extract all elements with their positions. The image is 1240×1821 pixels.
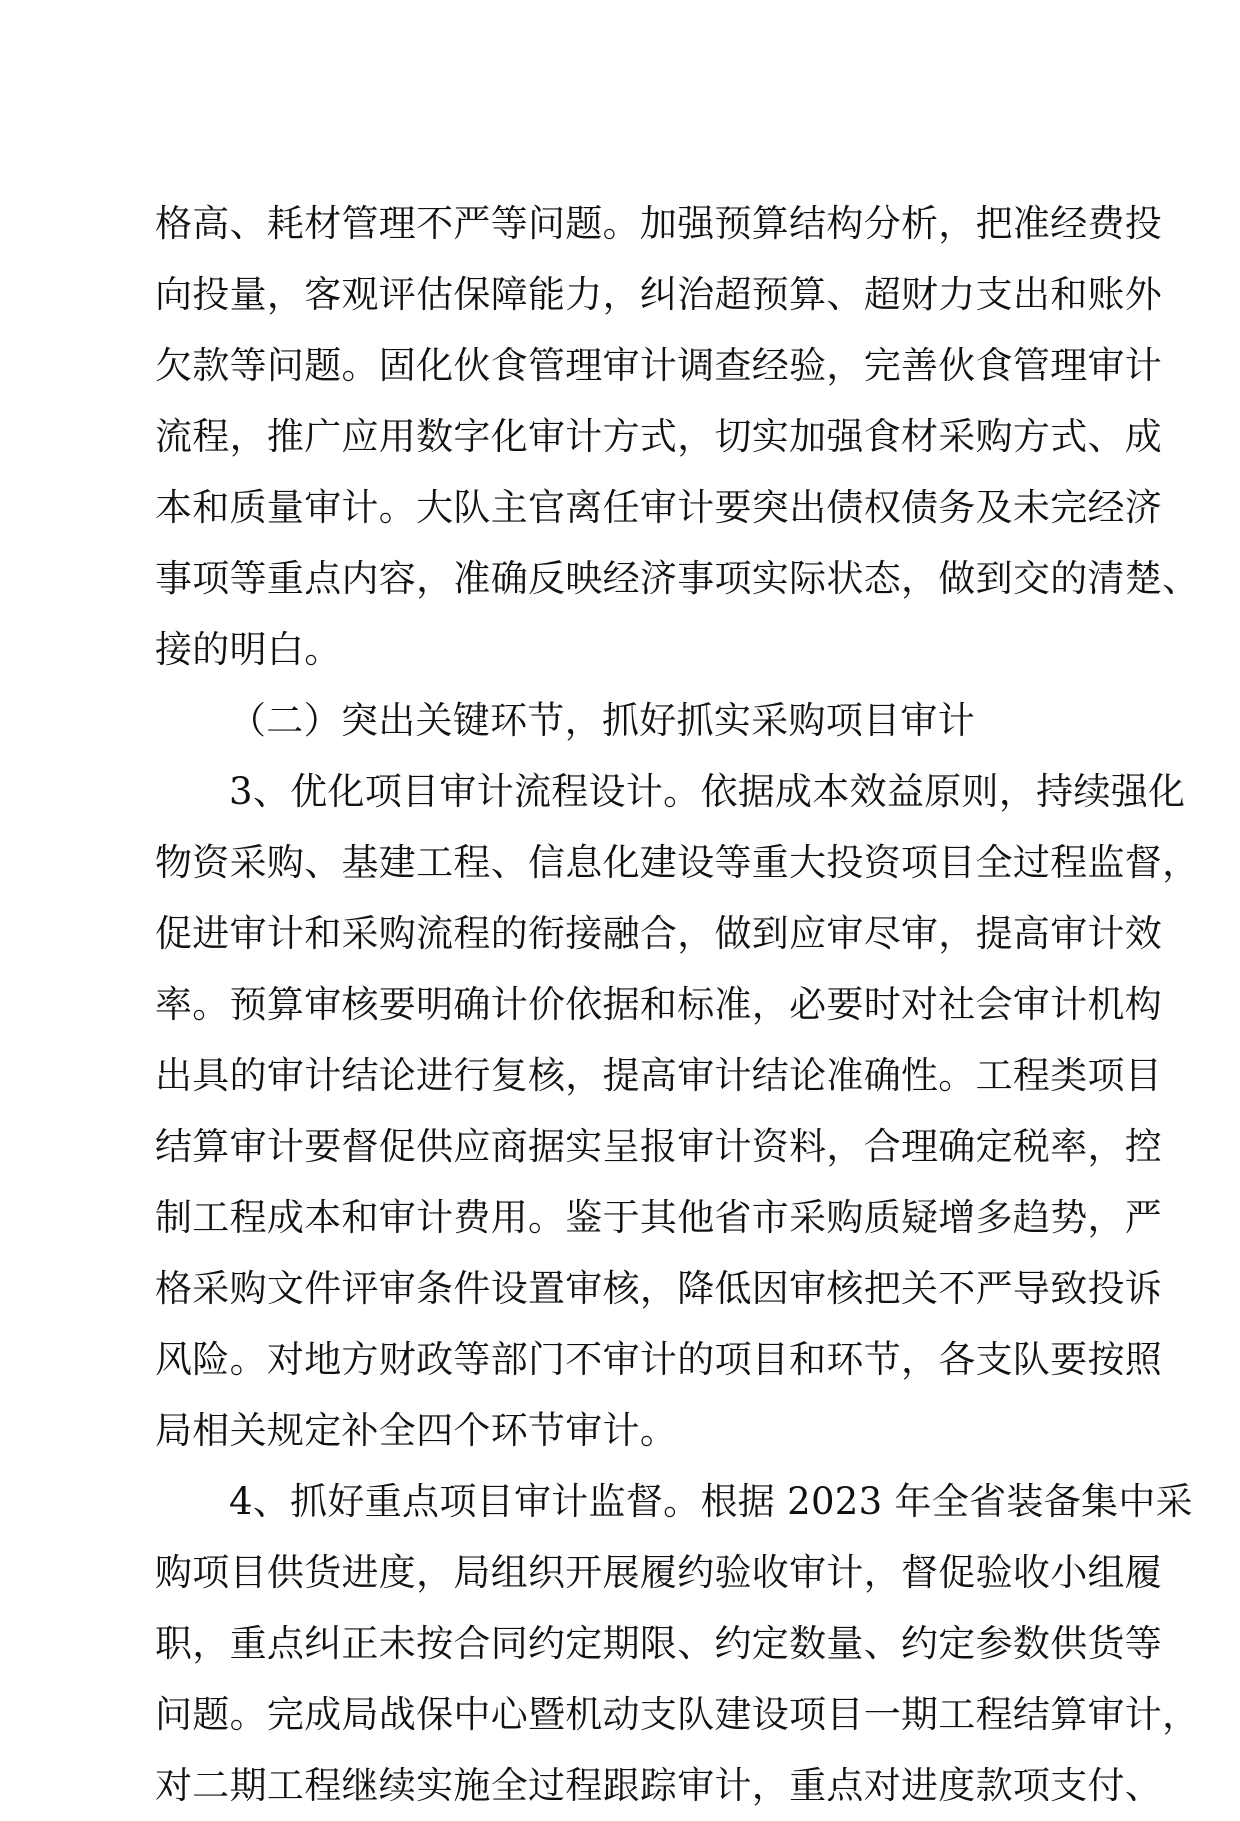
paragraph-line: 制工程成本和审计费用。鉴于其他省市采购质疑增多趋势，严 <box>155 1196 1163 1239</box>
paragraph-line: 风险。对地方财政等部门不审计的项目和环节，各支队要按照 <box>155 1338 1163 1381</box>
paragraph-line: 问题。完成局战保中心暨机动支队建设项目一期工程结算审计， <box>155 1693 1200 1736</box>
paragraph-line: 率。预算审核要明确计价依据和标准，必要时对社会审计机构 <box>155 983 1163 1026</box>
paragraph-line: 向投量，客观评估保障能力，纠治超预算、超财力支出和账外 <box>155 273 1163 316</box>
paragraph-line: 局相关规定补全四个环节审计。 <box>155 1409 678 1452</box>
paragraph-1 <box>155 188 1200 685</box>
paragraph-line: 结算审计要督促供应商据实呈报审计资料，合理确定税率，控 <box>155 1125 1163 1168</box>
paragraph-line: 物资采购、基建工程、信息化建设等重大投资项目全过程监督， <box>155 841 1200 884</box>
paragraph-line: 格高、耗材管理不严等问题。加强预算结构分析，把准经费投 <box>155 202 1163 245</box>
paragraph-line: 欠款等问题。固化伙食管理审计调查经验，完善伙食管理审计 <box>155 344 1163 387</box>
paragraph-line: 流程，推广应用数字化审计方式，切实加强食材采购方式、成 <box>155 415 1163 458</box>
paragraph-line: 购项目供货进度，局组织开展履约验收审计，督促验收小组履 <box>155 1551 1163 1594</box>
paragraph-line: 事项等重点内容，准确反映经济事项实际状态，做到交的清楚、 <box>155 557 1200 600</box>
paragraph-line: 对二期工程继续实施全过程跟踪审计，重点对进度款项支付、 <box>155 1764 1163 1807</box>
paragraph-line: 本和质量审计。大队主官离任审计要突出债权债务及未完经济 <box>155 486 1163 529</box>
document-body <box>155 188 1200 1821</box>
paragraph-line: 接的明白。 <box>155 628 342 671</box>
paragraph-line: 促进审计和采购流程的衔接融合，做到应审尽审，提高审计效 <box>155 912 1163 955</box>
paragraph-line: 4、抓好重点项目审计监督。根据 2023 年全省装备集中采 <box>229 1480 1193 1523</box>
paragraph-3 <box>155 1466 1200 1821</box>
section-heading: （二）突出关键环节，抓好抓实采购项目审计 <box>229 699 975 742</box>
paragraph-2 <box>155 756 1200 1466</box>
paragraph-line: 格采购文件评审条件设置审核，降低因审核把关不严导致投诉 <box>155 1267 1163 1310</box>
paragraph-line: 3、优化项目审计流程设计。依据成本效益原则，持续强化 <box>229 770 1186 813</box>
paragraph-line: 职，重点纠正未按合同约定期限、约定数量、约定参数供货等 <box>155 1622 1163 1665</box>
paragraph-line: 出具的审计结论进行复核，提高审计结论准确性。工程类项目 <box>155 1054 1163 1097</box>
